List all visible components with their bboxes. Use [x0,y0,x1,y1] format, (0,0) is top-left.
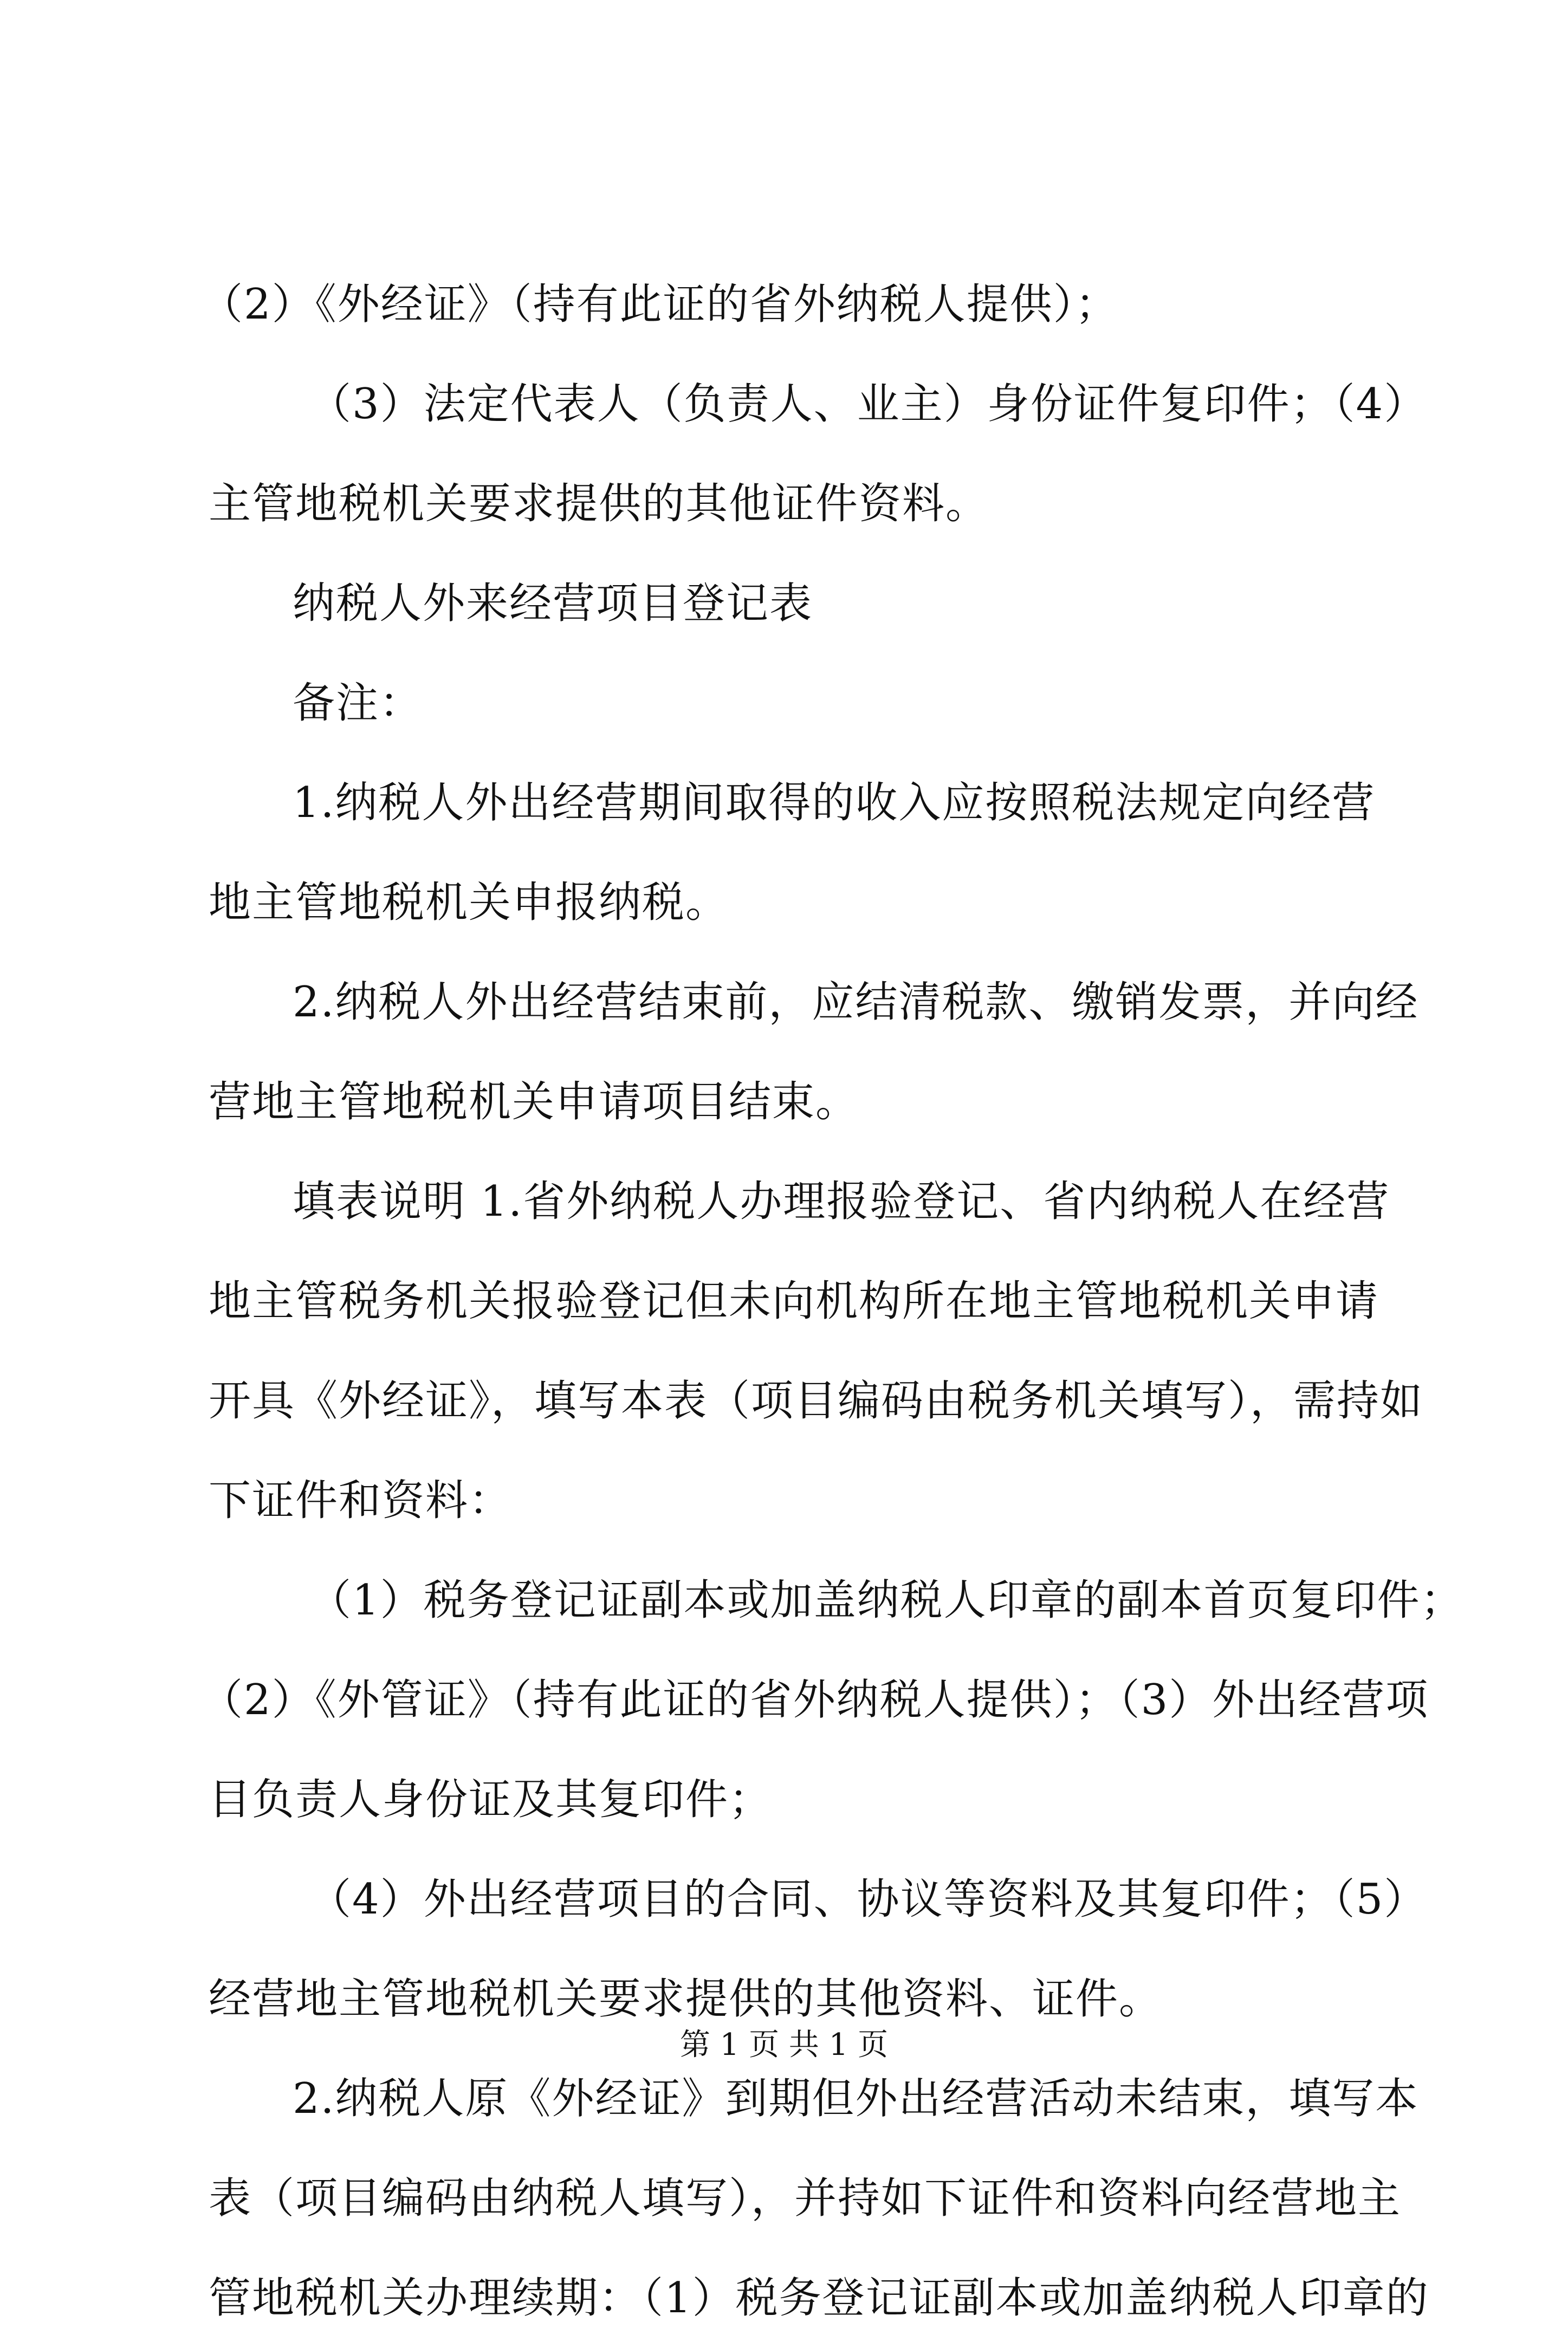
text-line: （2）《外经证》（持有此证的省外纳税人提供）； [200,280,1119,329]
text-line: 2.纳税人原《外经证》到期但外出经营活动未结束，填写本 [293,2074,1419,2123]
text-line: 营地主管地税机关申请项目结束。 [209,1078,859,1126]
text-line: （3）法定代表人（负责人、业主）身份证件复印件；（4） [309,380,1428,429]
text-line: （1）税务登记证副本或加盖纳税人印章的副本首页复印件； [309,1576,1464,1625]
text-line: 地主管税务机关报验登记但未向机构所在地主管地税机关申请 [209,1277,1379,1326]
text-line: 1.纳税人外出经营期间取得的收入应按照税法规定向经营 [293,779,1376,827]
text-line: 备注： [293,679,423,728]
text-line: 2.纳税人外出经营结束前，应结清税款、缴销发票，并向经 [293,978,1419,1027]
text-line: 表（项目编码由纳税人填写），并持如下证件和资料向经营地主 [209,2174,1402,2223]
text-line: 下证件和资料： [209,1476,513,1525]
text-line: 开具《外经证》，填写本表（项目编码由税务机关填写），需持如 [209,1377,1424,1425]
text-line: （4）外出经营项目的合同、协议等资料及其复印件；（5） [309,1875,1428,1924]
text-line: 目负责人身份证及其复印件； [209,1775,773,1824]
text-line: 经营地主管地税机关要求提供的其他资料、证件。 [209,1975,1163,2023]
section-heading: 纳税人外来经营项目登记表 [293,579,813,628]
text-line: 地主管地税机关申报纳税。 [209,878,729,927]
text-line: 填表说明 1.省外纳税人办理报验登记、省内纳税人在经营 [293,1177,1390,1226]
text-line: 管地税机关办理续期：（1）税务登记证副本或加盖纳税人印章的 [209,2274,1429,2323]
text-line: 主管地税机关要求提供的其他证件资料。 [209,479,989,528]
text-line: （2）《外管证》（持有此证的省外纳税人提供）；（3）外出经营项 [200,1676,1429,1724]
page-number-footer: 第 1 页 共 1 页 [679,2027,889,2062]
